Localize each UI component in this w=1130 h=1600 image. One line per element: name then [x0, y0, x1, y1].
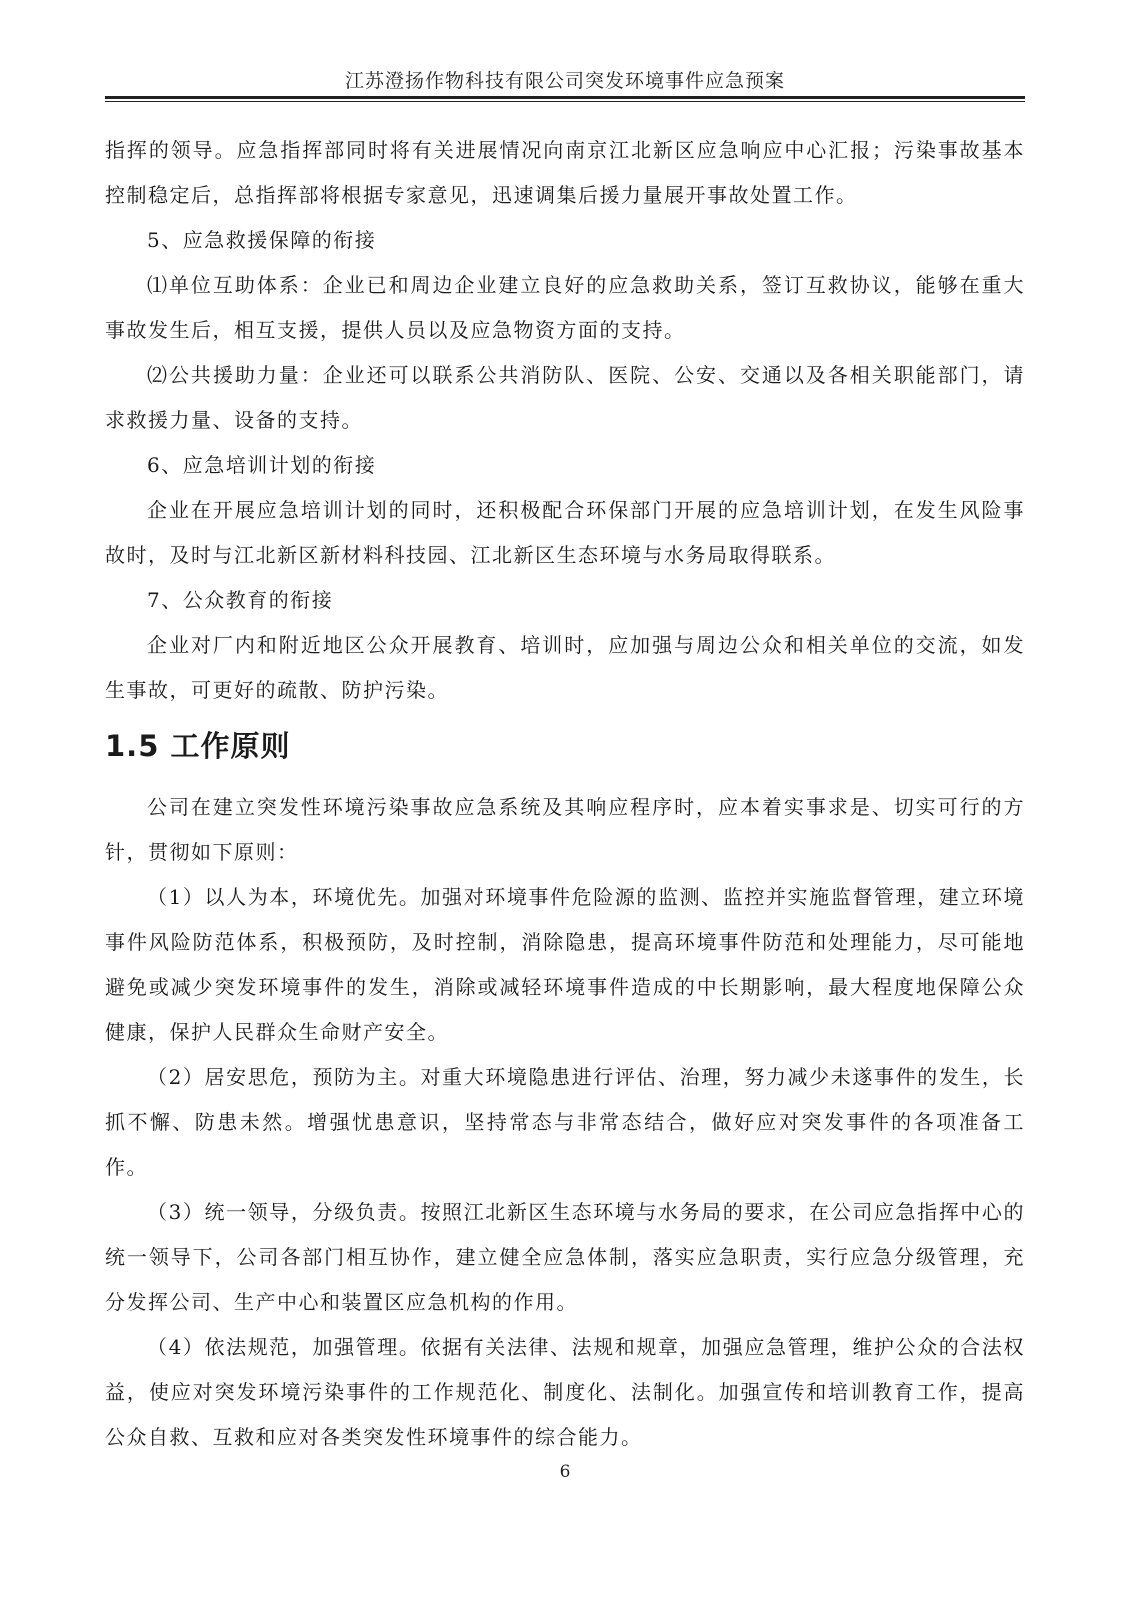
paragraph: ⑵公共援助力量：企业还可以联系公共消防队、医院、公安、交通以及各相关职能部门，请求救援力量、设备的支持。	[105, 363, 1025, 432]
paragraph: 企业对厂内和附近地区公众开展教育、培训时，应加强与周边公众和相关单位的交流，如发生事故，可更好的疏散、防护污染。	[105, 633, 1025, 702]
paragraph: ⑴单位互助体系：企业已和周边企业建立良好的应急救助关系，签订互救协议，能够在重大事故发生后，相互支援，提供人员以及应急物资方面的支持。	[105, 273, 1025, 342]
paragraph: 公司在建立突发性环境污染事故应急系统及其响应程序时，应本着实事求是、切实可行的方针，贯彻如下原则：	[105, 795, 1025, 864]
principle-3: （3）统一领导，分级负责。按照江北新区生态环境与水务局的要求，在公司应急指挥中心的统一领导下，公司各部门相互协作，建立健全应急体制，落实应急职责，实行应急分级管理，充分发挥公司、生产中心和装置区应急机构的作用。	[105, 1200, 1025, 1314]
header-rule	[105, 96, 1025, 99]
principle-1: （1）以人为本，环境优先。加强对环境事件危险源的监测、监控并实施监督管理，建立环境事件风险防范体系，积极预防，及时控制，消除隐患，提高环境事件防范和处理能力，尽可能地避免或减少突发环境事件的发生，消除或减轻环境事件造成的中长期影响，最大程度地保障公众健康，保护人民群众生命财产安全。	[105, 885, 1025, 1044]
subheading-6: 6、应急培训计划的衔接	[147, 453, 377, 477]
page-number: 6	[559, 1462, 571, 1482]
header-title: 江苏澄扬作物科技有限公司突发环境事件应急预案	[344, 70, 785, 92]
body-content	[105, 128, 1025, 1460]
section-heading: 1.5 工作原则	[105, 729, 291, 763]
header-rule-thin	[105, 101, 1025, 102]
paragraph: 指挥的领导。应急指挥部同时将有关进展情况向南京江北新区应急响应中心汇报；污染事故基本控制稳定后，总指挥部将根据专家意见，迅速调集后援力量展开事故处置工作。	[105, 138, 1025, 207]
principle-2: （2）居安思危，预防为主。对重大环境隐患进行评估、治理，努力减少未遂事件的发生，长抓不懈、防患未然。增强忧患意识，坚持常态与非常态结合，做好应对突发事件的各项准备工作。	[105, 1065, 1025, 1179]
subheading-7: 7、公众教育的衔接	[147, 588, 334, 612]
principle-4: （4）依法规范，加强管理。依据有关法律、法规和规章，加强应急管理，维护公众的合法权益，使应对突发环境污染事件的工作规范化、制度化、法制化。加强宣传和培训教育工作，提高公众自救、互救和应对各类突发性环境事件的综合能力。	[105, 1335, 1025, 1449]
subheading-5: 5、应急救援保障的衔接	[147, 228, 377, 252]
paragraph: 企业在开展应急培训计划的同时，还积极配合环保部门开展的应急培训计划，在发生风险事故时，及时与江北新区新材料科技园、江北新区生态环境与水务局取得联系。	[105, 498, 1025, 567]
